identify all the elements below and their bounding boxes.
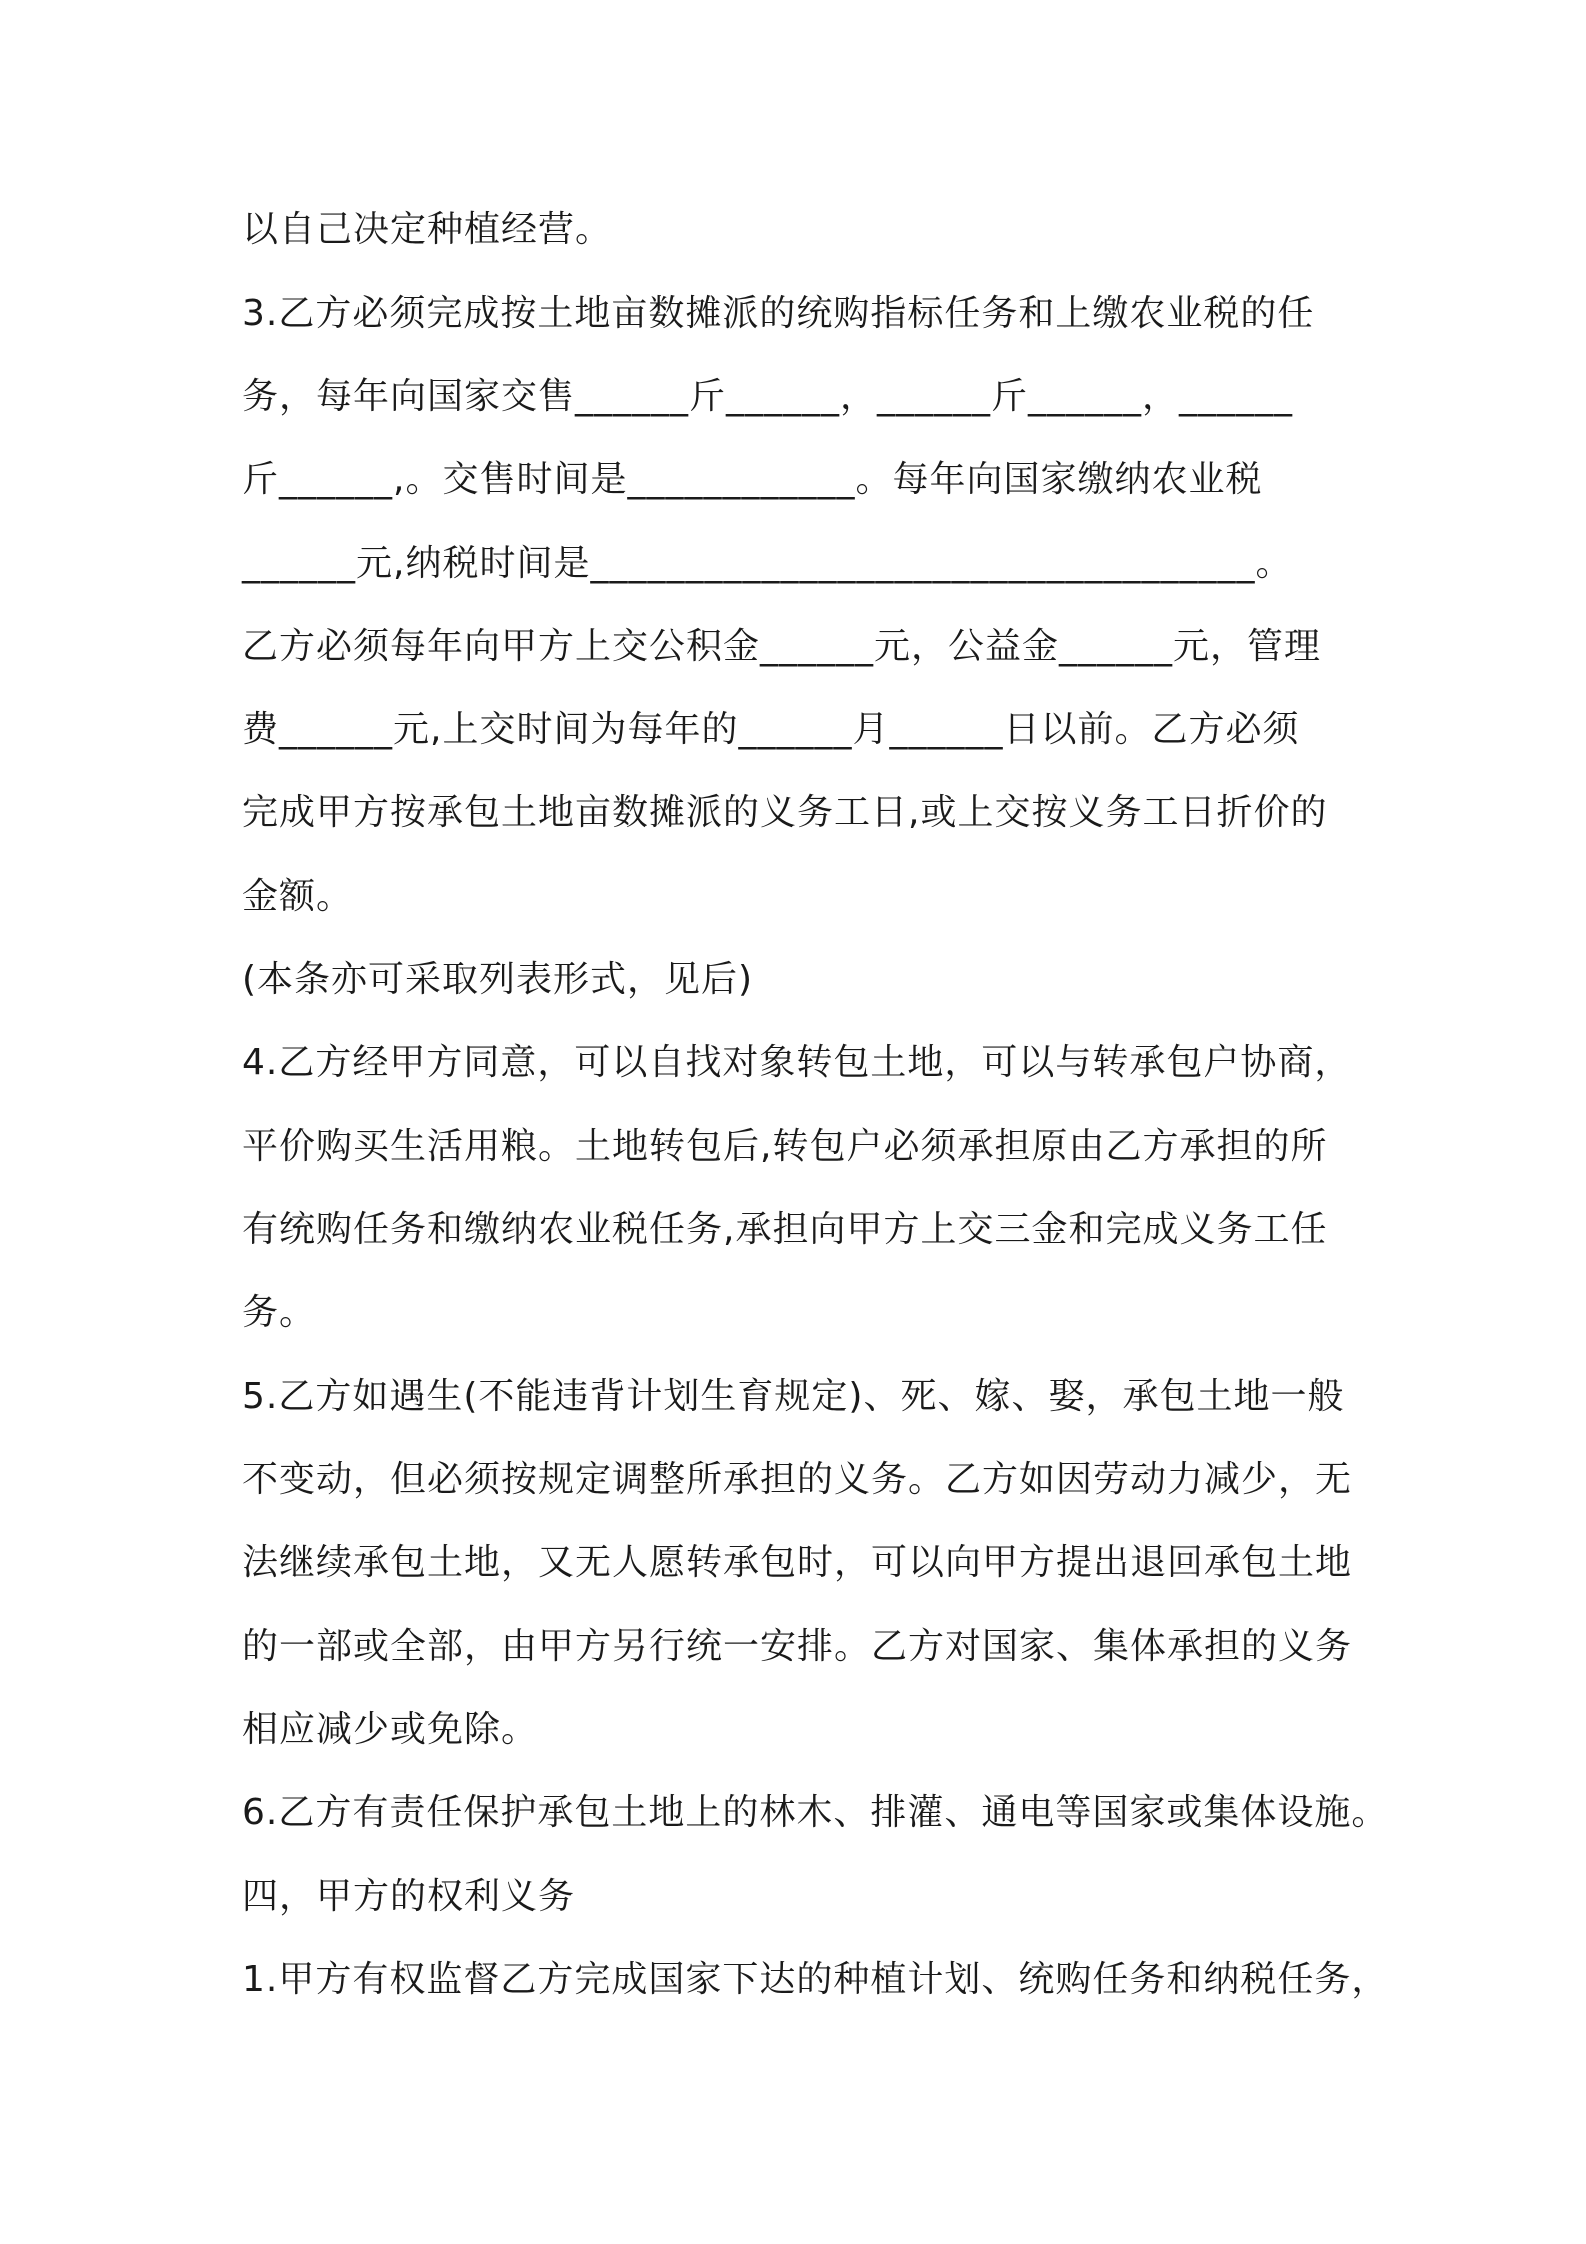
text-line: 务，每年向国家交售______斤______，______斤______，______ (242, 376, 1294, 417)
text-line: 斤______,。交售时间是____________。每年向国家缴纳农业税 (242, 459, 1263, 500)
text-line: 务。 (242, 1292, 317, 1333)
text-line: 法继续承包土地，又无人愿转承包时，可以向甲方提出退回承包土地 (242, 1542, 1353, 1583)
text-line: ______元,纳税时间是___________________________________。 (242, 543, 1293, 584)
text-line: 乙方必须每年向甲方上交公积金______元，公益金______元，管理 (242, 626, 1322, 667)
text-line: 完成甲方按承包土地亩数摊派的义务工日,或上交按义务工日折价的 (242, 792, 1328, 833)
text-line: 4.乙方经甲方同意，可以自找对象转包土地，可以与转承包户协商， (242, 1042, 1352, 1083)
text-line: 费______元,上交时间为每年的______月______日以前。乙方必须 (242, 709, 1300, 750)
text-line: 的一部或全部，由甲方另行统一安排。乙方对国家、集体承担的义务 (242, 1626, 1353, 1667)
text-line: 5.乙方如遇生(不能违背计划生育规定)、死、嫁、娶，承包土地一般 (242, 1376, 1345, 1417)
text-line: 有统购任务和缴纳农业税任务,承担向甲方上交三金和完成义务工任 (242, 1209, 1328, 1250)
text-line: 以自己决定种植经营。 (242, 209, 613, 250)
text-line: 金额。 (242, 876, 354, 917)
section-heading: 四，甲方的权利义务 (242, 1876, 576, 1917)
text-line: 平价购买生活用粮。土地转包后,转包户必须承担原由乙方承担的所 (242, 1126, 1328, 1167)
text-line: 不变动，但必须按规定调整所承担的义务。乙方如因劳动力减少，无 (242, 1459, 1353, 1500)
text-line: 3.乙方必须完成按土地亩数摊派的统购指标任务和上缴农业税的任 (242, 293, 1315, 334)
text-line: (本条亦可采取列表形式，见后) (242, 959, 754, 1000)
text-line: 1.甲方有权监督乙方完成国家下达的种植计划、统购任务和纳税任务， (242, 1959, 1389, 2000)
text-line: 6.乙方有责任保护承包土地上的林木、排灌、通电等国家或集体设施。 (242, 1792, 1389, 1833)
text-line: 相应减少或免除。 (242, 1709, 539, 1750)
